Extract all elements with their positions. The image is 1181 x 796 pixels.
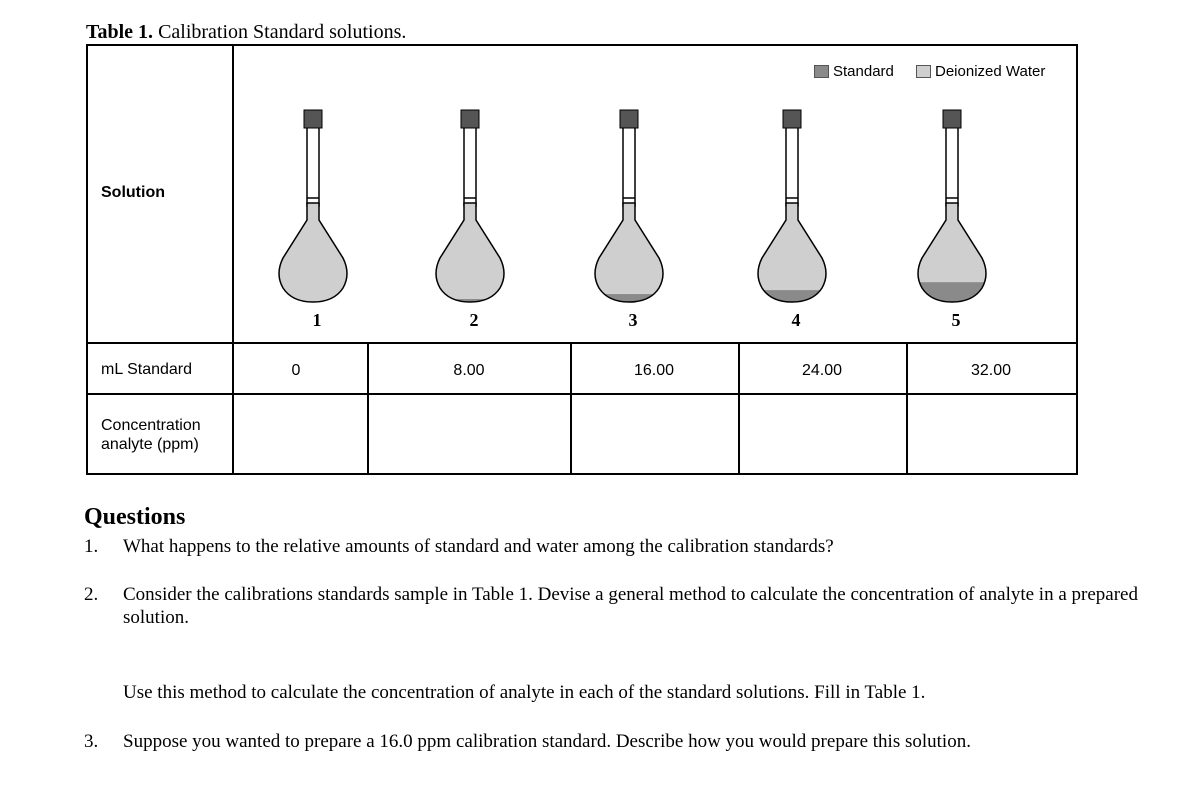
question-number: 3. bbox=[84, 731, 99, 752]
volumetric-flask-3 bbox=[586, 108, 672, 308]
volumetric-flask-2 bbox=[427, 108, 513, 308]
question-text: Use this method to calculate the concentration of analyte in each of the standard solutions. Fill in Table 1. bbox=[123, 682, 926, 703]
row-label-ml-standard: mL Standard bbox=[101, 361, 193, 378]
row-label-concentration-line2: analyte (ppm) bbox=[101, 436, 199, 453]
flask-neck bbox=[623, 122, 635, 206]
flask-number-3: 3 bbox=[628, 310, 638, 330]
flask-stopper bbox=[783, 110, 801, 128]
standard-swatch-icon bbox=[814, 65, 829, 78]
ml-standard-value-4: 24.00 bbox=[801, 362, 843, 379]
volumetric-flask-5 bbox=[909, 108, 995, 308]
caption-text: Calibration Standard solutions. bbox=[153, 21, 407, 43]
flask-number-5: 5 bbox=[951, 310, 961, 330]
question-number: 2. bbox=[84, 584, 99, 605]
flask-water-layer bbox=[427, 203, 513, 308]
row-label-concentration-line1: Concentration bbox=[101, 417, 201, 434]
question-text: What happens to the relative amounts of standard and water among the calibration standards? bbox=[123, 536, 834, 557]
question-text: Consider the calibrations standards sample in Table 1. Devise a general method to calculate the concentration of analyte in a prepared solution. bbox=[123, 584, 1138, 628]
flask-neck bbox=[786, 122, 798, 206]
volumetric-flask-4 bbox=[749, 108, 835, 308]
table-caption bbox=[86, 21, 406, 44]
flask-stopper bbox=[620, 110, 638, 128]
water-swatch-icon bbox=[916, 65, 931, 78]
ml-standard-value-5: 32.00 bbox=[970, 362, 1012, 379]
flask-water-layer bbox=[270, 203, 356, 308]
ml-standard-value-2: 8.00 bbox=[453, 362, 485, 379]
volumetric-flask-1 bbox=[270, 108, 356, 308]
flask-stopper bbox=[943, 110, 961, 128]
questions-section bbox=[84, 503, 1164, 752]
flask-water-layer bbox=[586, 203, 672, 308]
ml-standard-value-1: 0 bbox=[291, 362, 301, 379]
concentration-cell-2[interactable] bbox=[369, 395, 570, 473]
flask-number-2: 2 bbox=[469, 310, 479, 330]
legend-water bbox=[916, 63, 1045, 80]
flask-neck bbox=[307, 122, 319, 206]
legend-standard bbox=[814, 63, 894, 80]
legend-standard-label: Standard bbox=[833, 63, 894, 80]
concentration-cell-3[interactable] bbox=[572, 395, 738, 473]
flask-stopper bbox=[304, 110, 322, 128]
questions-title: Questions bbox=[84, 504, 186, 530]
concentration-cell-4[interactable] bbox=[740, 395, 906, 473]
caption-label: Table 1. bbox=[86, 21, 154, 43]
flask-standard-layer bbox=[909, 282, 995, 304]
concentration-cell-1[interactable] bbox=[234, 395, 367, 473]
flask-number-1: 1 bbox=[312, 310, 322, 330]
flask-number-4: 4 bbox=[791, 310, 801, 330]
legend-water-label: Deionized Water bbox=[935, 63, 1046, 80]
concentration-cell-5[interactable] bbox=[908, 395, 1076, 473]
ml-standard-value-3: 16.00 bbox=[633, 362, 675, 379]
question-number: 1. bbox=[84, 536, 99, 557]
row-label-concentration bbox=[101, 416, 201, 454]
row-divider-1 bbox=[86, 342, 1078, 344]
flask-neck bbox=[946, 122, 958, 206]
flask-neck bbox=[464, 122, 476, 206]
question-text: Suppose you wanted to prepare a 16.0 ppm calibration standard. Describe how you would prepare this solution. bbox=[123, 731, 971, 752]
flask-stopper bbox=[461, 110, 479, 128]
calibration-table bbox=[86, 44, 1078, 475]
row-label-solution: Solution bbox=[101, 184, 165, 201]
